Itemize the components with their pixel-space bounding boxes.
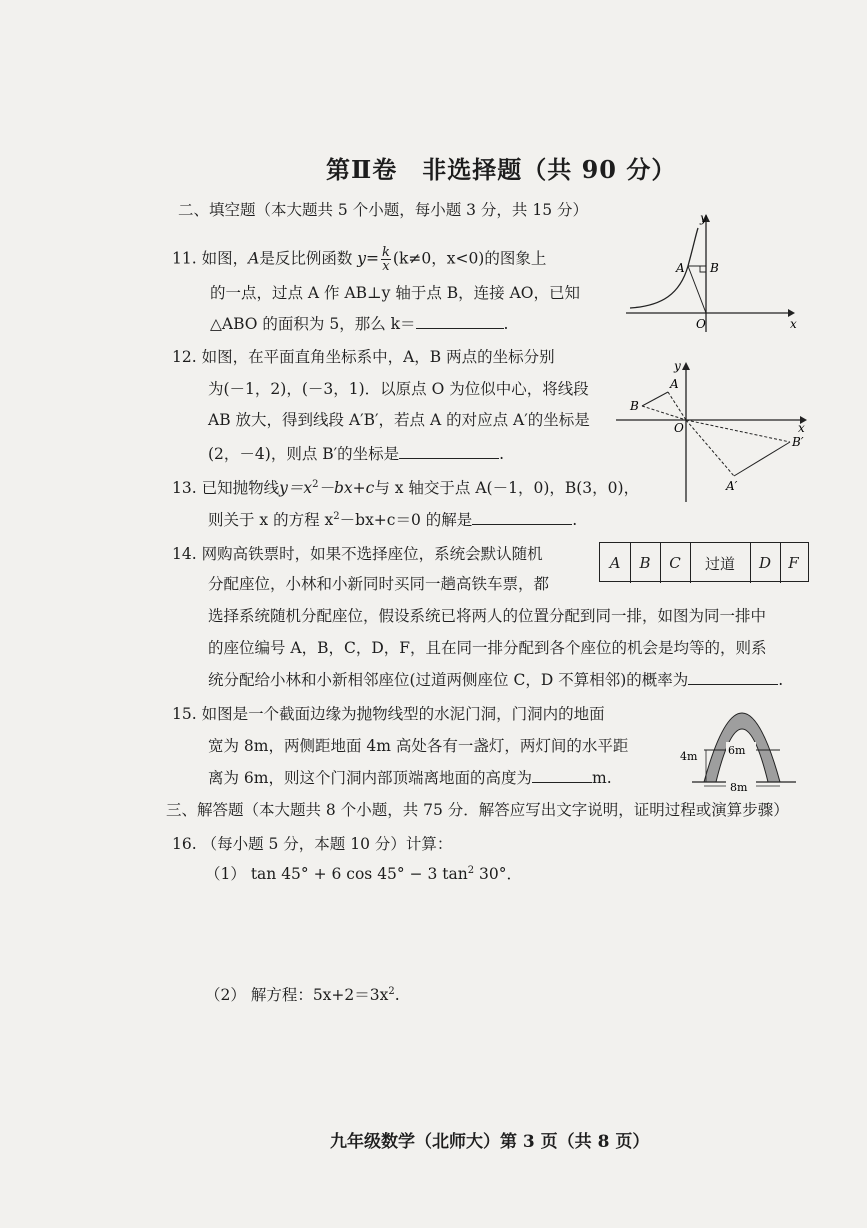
q11-fig-origin: O [696, 317, 706, 331]
q13-answer-blank[interactable] [472, 510, 572, 525]
q12-figure [612, 356, 817, 506]
q11-line-3: △ABO 的面积为 5，那么 k＝ . [210, 315, 509, 333]
q12-fig-x-label: x [798, 421, 805, 435]
q14-line-3: 选择系统随机分配座位，假设系统已将两人的位置分配到同一排，如图为同一排中 [208, 607, 767, 625]
q12-fig-y-label: y [674, 359, 681, 373]
q16-part-1: （1） tan 45° + 6 cos 45° − 3 $\tan^2 30^\circ$． [205, 864, 523, 883]
seat-f: F [788, 554, 799, 572]
q12-line-3: AB 放大，得到线段 A′B′，若点 A 的对应点 A′的坐标是 [208, 411, 590, 429]
q14-number: 14. [172, 545, 197, 563]
seat-d: D [750, 543, 781, 583]
q15-line-1: 15. 如图是一个截面边缘为抛物线型的水泥门洞，门洞内的地面 [172, 705, 605, 723]
q11-fig-point-b: B [710, 261, 719, 275]
q12-line-2: 为(－1，2)，(－3，1)．以原点 O 为位似中心，将线段 [208, 380, 589, 398]
q12-number: 12. [172, 348, 197, 366]
q11-fig-y-label: y [700, 211, 707, 225]
q14-line-2: 分配座位，小林和小新同时买同一趟高铁车票，都 [208, 575, 550, 593]
q15-arch-figure [676, 684, 806, 796]
q15-answer-blank[interactable] [532, 768, 592, 783]
q12-fig-point-a-prime: A′ [726, 479, 738, 493]
q12-fig-point-a: A [670, 377, 679, 391]
q12-fig-origin: O [674, 421, 684, 435]
q15-fig-height-label: 4m [680, 750, 698, 763]
q14-answer-blank[interactable] [688, 670, 778, 685]
seat-c: C [660, 543, 691, 583]
q15-fig-inner-width-label: 6m [728, 744, 746, 757]
q15-line-2: 宽为 8m，两侧距地面 4m 高处各有一盏灯，两灯间的水平距 [208, 737, 629, 755]
seat-a: A [600, 543, 631, 583]
seat-aisle: 过道 [690, 543, 751, 583]
q11-fig-point-a: A [676, 261, 685, 275]
q15-number: 15. [172, 705, 197, 723]
q14-line-4: 的座位编号 A，B，C，D，F，且在同一排分配到各个座位的机会是均等的，则系 [208, 639, 767, 657]
q16-number: 16. [172, 835, 197, 853]
q13-line-1: 13. 已知抛物线$y=x^2-bx+c$与 x 轴交于点 A(－1，0)，B(3，0)， [172, 478, 640, 497]
q11-figure [622, 210, 802, 335]
section-2-heading: 二、填空题（本大题共 5 个小题，每小题 3 分，共 15 分） [178, 201, 589, 219]
q12-fig-point-b-prime: B′ [792, 435, 804, 449]
q11-line-1: 11. 如图，A是反比例函数 y= $\frac{k}{x}$ (k≠0，x<0)的图象上 [172, 245, 547, 274]
page-footer: 九年级数学（北师大）第 3 页（共 8 页） [330, 1132, 650, 1152]
q13-number: 13. [172, 479, 197, 497]
q11-number: 11. [172, 249, 197, 268]
q14-line-1: 14. 网购高铁票时，如果不选择座位，系统会默认随机 [172, 545, 543, 563]
q11-line-2: 的一点，过点 A 作 AB⊥y 轴于点 B，连接 AO，已知 [210, 284, 580, 302]
q12-fig-point-b: B [630, 399, 639, 413]
q15-line-3: 离为 6m，则这个门洞内部顶端离地面的高度为 m. [208, 769, 612, 787]
seat-b: B [630, 543, 661, 583]
section-3-heading: 三、解答题（本大题共 8 个小题，共 75 分．解答应写出文字说明，证明过程或演算步骤） [166, 801, 789, 819]
q15-fig-base-width-label: 8m [730, 781, 748, 794]
seat-row-diagram [599, 542, 809, 582]
q13-line-2: 则关于 x 的方程 $x^2-bx+c=0$ 的解是 . [208, 510, 578, 529]
q11-fig-x-label: x [790, 317, 797, 331]
page-title: 第Ⅱ卷 非选择题（共 90 分） [326, 155, 677, 184]
q16-part-2: （2） 解方程：$5x+2=3x^2$. [205, 985, 400, 1004]
q12-line-1: 12. 如图，在平面直角坐标系中，A，B 两点的坐标分别 [172, 348, 555, 366]
q11-answer-blank[interactable] [416, 314, 504, 329]
q16-header: 16. （每小题 5 分，本题 10 分）计算： [172, 835, 453, 853]
q12-answer-blank[interactable] [399, 444, 499, 459]
q14-line-5: 统分配给小林和小新相邻座位(过道两侧座位 C，D 不算相邻)的概率为 . [208, 671, 784, 689]
q12-line-4: (2，－4)，则点 B′的坐标是 . [208, 445, 505, 463]
q11-fraction: $\frac{k}{x}$ [382, 245, 390, 274]
